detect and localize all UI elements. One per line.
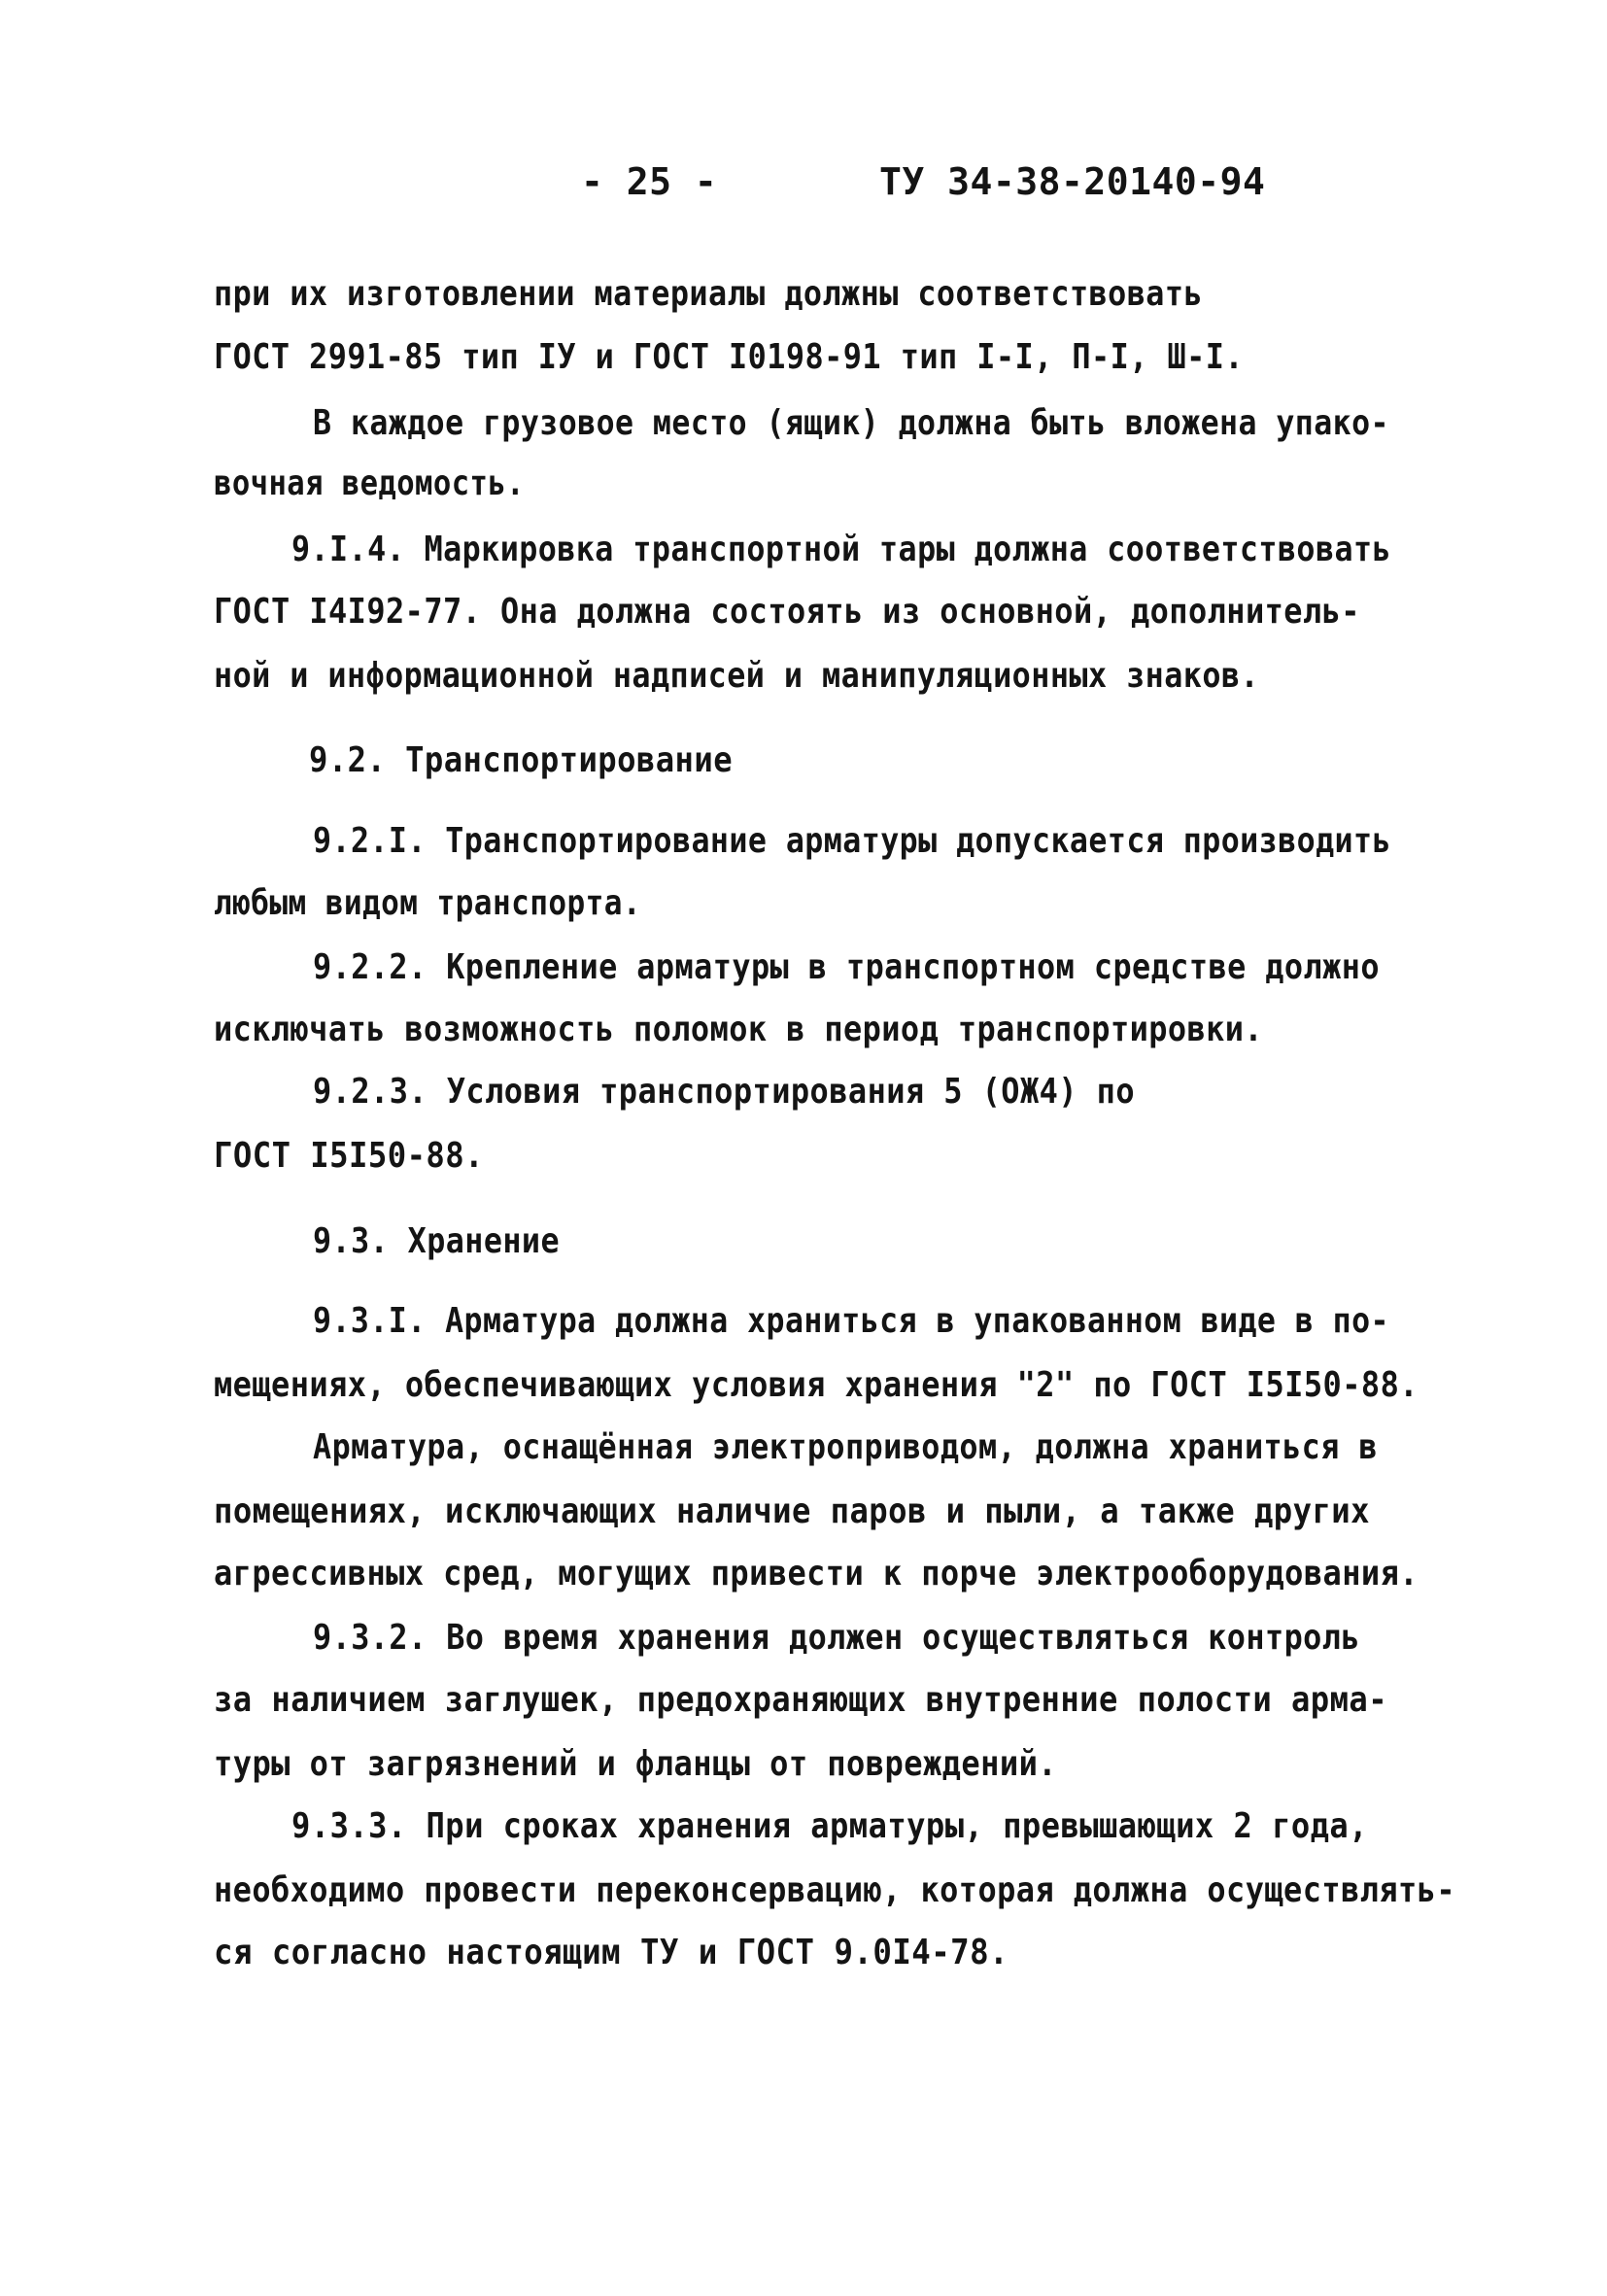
text-line: 9.3.I. Арматура должна храниться в упакованном виде в по- (313, 1301, 1389, 1341)
text-line: ГОСТ I5I50-88. (214, 1136, 484, 1176)
text-line: агрессивных сред, могущих привести к порче электрооборудования. (214, 1554, 1419, 1593)
text-line: ся согласно настоящим ТУ и ГОСТ 9.0I4-78. (214, 1933, 1009, 1972)
text-line: за наличием заглушек, предохраняющих внутренние полости арма- (214, 1680, 1388, 1720)
text-line: В каждое грузовое место (ящик) должна быть вложена упако- (313, 403, 1389, 443)
text-line: мещениях, обеспечивающих условия хранения "2" по ГОСТ I5I50-88. (214, 1365, 1419, 1405)
text-line: 9.3.2. Во время хранения должен осуществляться контроль (313, 1618, 1360, 1658)
document-code: ТУ 34-38-20140-94 (879, 160, 1266, 203)
text-line: при их изготовлении материалы должны соответствовать (214, 274, 1204, 314)
text-line: Арматура, оснащённая электроприводом, должна храниться в (313, 1427, 1378, 1467)
text-line: любым видом транспорта. (214, 883, 641, 923)
section-heading: 9.3. Хранение (313, 1221, 560, 1261)
text-line: туры от загрязнений и фланцы от повреждений. (214, 1744, 1058, 1784)
text-line: 9.3.3. При сроках хранения арматуры, превышающих 2 года, (291, 1806, 1368, 1846)
text-line: 9.2.I. Транспортирование арматуры допускается производить (313, 821, 1391, 861)
text-line: 9.2.3. Условия транспортирования 5 (ОЖ4) по (313, 1072, 1136, 1112)
text-line: вочная ведомость. (214, 463, 526, 503)
page-number: - 25 - (581, 160, 718, 203)
text-line: ной и информационной надписей и манипуляционных знаков. (214, 656, 1260, 696)
text-line: ГОСТ 2991-85 тип IУ и ГОСТ I0198-91 тип I-I, П-I, Ш-I. (214, 337, 1245, 377)
section-heading: 9.2. Транспортирование (309, 740, 734, 780)
text-line: 9.2.2. Крепление арматуры в транспортном средстве должно (313, 947, 1380, 987)
text-line: 9.I.4. Маркировка транспортной тары должна соответствовать (291, 530, 1392, 569)
text-line: помещениях, исключающих наличие паров и пыли, а также других (214, 1491, 1370, 1531)
text-line: ГОСТ I4I92-77. Она должна состоять из основной, дополнитель- (214, 592, 1360, 632)
text-line: необходимо провести переконсервацию, которая должна осуществлять- (214, 1870, 1456, 1910)
text-line: исключать возможность поломок в период транспортировки. (214, 1010, 1264, 1049)
